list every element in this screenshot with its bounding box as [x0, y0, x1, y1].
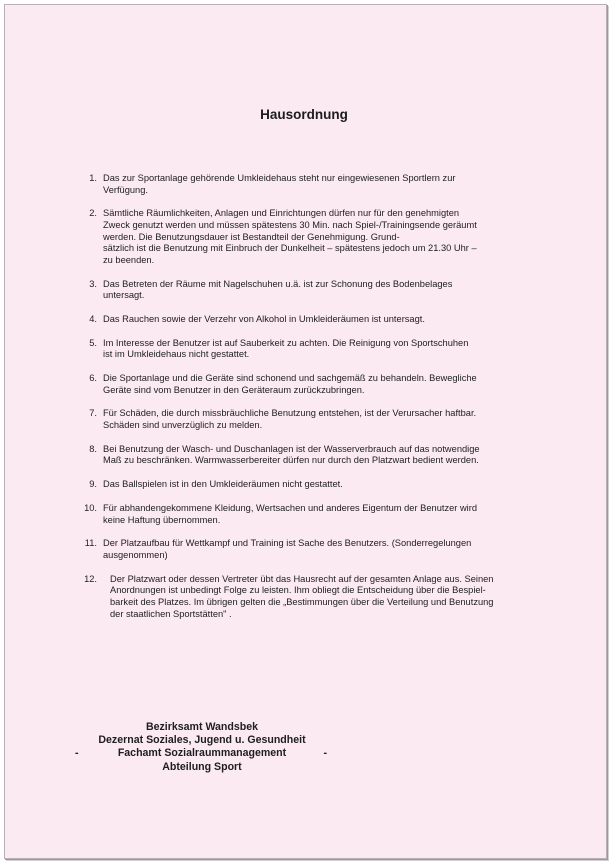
rule-item [77, 373, 517, 396]
signature-authority: Bezirksamt Wandsbek [145, 721, 259, 733]
rule-item [77, 279, 517, 302]
rule-item [77, 538, 517, 561]
rule-number: 6. [89, 373, 97, 384]
rule-item [77, 503, 517, 526]
rule-item [77, 479, 517, 491]
rule-text: Im Interesse der Benutzer ist auf Sauberkeit zu achten. Die Reinigung von Sportschuhen ist im Umkleidehaus nicht gestattet. [103, 337, 469, 360]
signature-division: Abteilung Sport [162, 760, 242, 773]
rule-item [77, 173, 517, 196]
rule-number: 12. [84, 573, 97, 584]
signature-department: Dezernat Soziales, Jugend u. Gesundheit [98, 734, 306, 747]
rule-text: Für abhandengekommene Kleidung, Wertsachen und anderes Eigentum der Benutzer wird keine Haftung übernommen. [103, 502, 477, 525]
rule-number: 11. [84, 538, 97, 549]
rule-number: 10. [84, 502, 97, 513]
rule-text: Der Platzwart oder dessen Vertreter übt das Hausrecht auf der gesamten Anlage aus. Seinen Anordnungen ist unbedingt Folge zu leisten. Ihm obliegt die Entscheidung über die Bespiel- barkeit des Platzes. Im übrigen gelten die „Bestimmungen über die Verteilung und Benutzung der staatlichen Sportstätten" . [110, 573, 494, 619]
document-title: Hausordnung [260, 107, 348, 122]
rule-text: Das Ballspielen ist in den Umkleideräumen nicht gestattet. [103, 479, 343, 490]
rule-number: 8. [89, 443, 97, 454]
signature-dash-right: - [323, 747, 327, 760]
rule-number: 7. [89, 408, 97, 419]
rule-text: Das Betreten der Räume mit Nagelschuhen u.ä. ist zur Schonung des Bodenbelages untersagt. [103, 278, 453, 301]
rule-number: 5. [89, 337, 97, 348]
signature-block [71, 721, 333, 774]
rule-number: 2. [89, 208, 97, 219]
rule-item [77, 408, 517, 431]
document-page [4, 4, 607, 859]
rule-text: Bei Benutzung der Wasch- und Duschanlagen ist der Wasserverbrauch auf das notwendige Maß zu beschränken. Warmwasserbereiter dürfen nur durch den Platzwart bedient werden. [103, 443, 480, 466]
rule-item [77, 208, 517, 266]
rule-text: Das Rauchen sowie der Verzehr von Alkohol in Umkleideräumen ist untersagt. [103, 313, 425, 324]
rule-item [77, 314, 517, 326]
rules-list [77, 173, 517, 632]
rule-text: Der Platzaufbau für Wettkampf und Training ist Sache des Benutzers. (Sonderregelungen ausgenommen) [103, 538, 472, 560]
signature-office: Fachamt Sozialraummanagement [117, 747, 287, 760]
rule-text: Sämtliche Räumlichkeiten, Anlagen und Einrichtungen dürfen nur für den genehmigten Zweck genutzt werden und müssen spätestens 30 Min. nach Spiel-/Trainingsende geräumt werden. Die Benutzungsdauer ist Bestandteil der Genehmigung. Grund- sätzlich ist die Benutzung mit Einbruch der Dunkelheit – spätestens jedoch um 21.30 Uhr – zu beenden. [103, 208, 477, 265]
rule-number: 3. [89, 278, 97, 289]
rule-text: Die Sportanlage und die Geräte sind schonend und sachgemäß zu behandeln. Bewegliche Geräte sind vom Benutzer in den Geräteraum zurückzubringen. [103, 373, 477, 395]
rule-number: 9. [89, 479, 97, 490]
rule-item [77, 338, 517, 361]
rule-number: 4. [89, 313, 97, 324]
rule-text: Für Schäden, die durch missbräuchliche Benutzung entstehen, ist der Verursacher haftbar. Schäden sind unverzüglich zu melden. [103, 408, 477, 431]
signature-office-row [71, 747, 333, 760]
rule-text: Das zur Sportanlage gehörende Umkleidehaus steht nur eingewiesenen Sportlern zur Verfügung. [103, 173, 456, 195]
rule-item [77, 574, 517, 620]
rule-item [77, 444, 517, 467]
rule-number: 1. [89, 173, 97, 183]
signature-dash-left: - [75, 747, 79, 760]
